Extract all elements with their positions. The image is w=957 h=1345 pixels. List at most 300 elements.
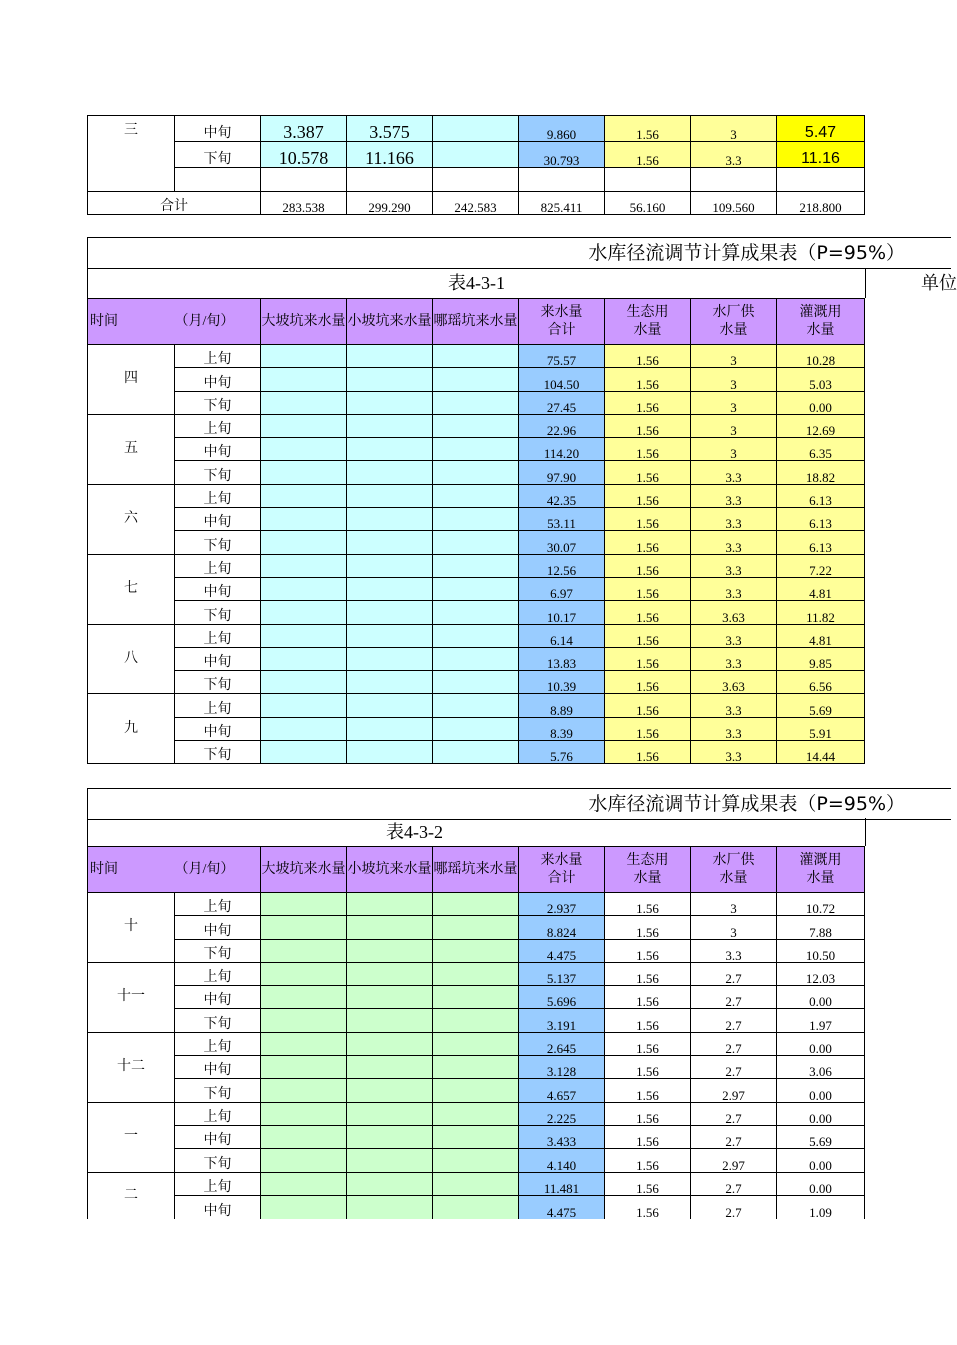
nayao-cell <box>433 741 519 764</box>
plant-cell: 3.3 <box>691 508 777 531</box>
dapo-cell <box>261 1172 347 1195</box>
xiaopo-cell <box>347 741 433 764</box>
xun-cell: 中旬 <box>175 916 261 939</box>
total-cell: 4.140 <box>519 1149 605 1172</box>
dapo-cell <box>261 1079 347 1102</box>
nayao-cell <box>433 461 519 484</box>
xiaopo-cell <box>347 368 433 391</box>
dapo-cell <box>261 414 347 437</box>
plant-cell: 3.3 <box>691 142 777 168</box>
dapo-cell <box>261 1102 347 1125</box>
header-time: 时间 <box>88 847 175 893</box>
nayao-cell <box>433 939 519 962</box>
dapo-cell <box>261 1125 347 1148</box>
eco-cell: 1.56 <box>605 939 691 962</box>
total-cell: 5.696 <box>519 986 605 1009</box>
eco-cell: 1.56 <box>605 1195 691 1218</box>
eco-cell: 1.56 <box>605 368 691 391</box>
total-cell: 97.90 <box>519 461 605 484</box>
xiaopo-cell <box>347 986 433 1009</box>
plant-cell: 2.97 <box>691 1079 777 1102</box>
total-cell: 9.860 <box>519 116 605 142</box>
plant-cell: 3 <box>691 414 777 437</box>
total-cell: 8.89 <box>519 694 605 717</box>
table-row <box>88 345 865 368</box>
xun-cell: 中旬 <box>175 577 261 600</box>
table-row <box>88 624 865 647</box>
month-cell: 三 <box>88 116 175 192</box>
header-time: 时间 <box>88 299 175 345</box>
xiaopo-cell <box>347 1056 433 1079</box>
nayao-cell <box>433 554 519 577</box>
total-cell: 30.07 <box>519 531 605 554</box>
total-cell: 3.433 <box>519 1125 605 1148</box>
plant-cell: 3.3 <box>691 484 777 507</box>
table-row <box>88 939 865 962</box>
table-row-empty <box>88 168 865 192</box>
dapo-cell <box>261 484 347 507</box>
xun-cell: 上旬 <box>175 962 261 985</box>
table-row <box>88 1102 865 1125</box>
xiaopo-cell <box>347 671 433 694</box>
header-month-xun: （月/旬） <box>175 299 261 345</box>
irr-cell: 11.82 <box>777 601 865 624</box>
plant-cell: 2.7 <box>691 1102 777 1125</box>
dapo-cell <box>261 962 347 985</box>
total-cell: 22.96 <box>519 414 605 437</box>
header-xiaopo: 小坡坑来水量 <box>347 299 433 345</box>
unit-label: 单位 <box>921 273 957 293</box>
irr-cell: 0.00 <box>777 1172 865 1195</box>
dapo-cell <box>261 916 347 939</box>
irr-cell: 0.00 <box>777 1032 865 1055</box>
table-row <box>88 1079 865 1102</box>
nayao-cell <box>433 1079 519 1102</box>
irr-cell: 5.03 <box>777 368 865 391</box>
xiaopo-cell <box>347 414 433 437</box>
nayao-cell <box>433 962 519 985</box>
plant-cell: 3 <box>691 368 777 391</box>
irr-cell: 5.91 <box>777 717 865 740</box>
total-cell: 11.481 <box>519 1172 605 1195</box>
plant-cell: 2.7 <box>691 986 777 1009</box>
table-row <box>88 741 865 764</box>
dapo-cell <box>261 1149 347 1172</box>
dapo-cell <box>261 986 347 1009</box>
table-row <box>88 962 865 985</box>
total-cell: 6.14 <box>519 624 605 647</box>
xun-cell: 下旬 <box>175 391 261 414</box>
total-cell: 5.76 <box>519 741 605 764</box>
table-row <box>88 647 865 670</box>
header-dapo: 大坡坑来水量 <box>261 299 347 345</box>
eco-cell: 1.56 <box>605 1172 691 1195</box>
eco-cell: 1.56 <box>605 414 691 437</box>
total-cell: 4.475 <box>519 1195 605 1218</box>
table-row <box>88 1195 865 1218</box>
nayao-cell <box>433 1056 519 1079</box>
month-cell: 八 <box>88 624 175 694</box>
plant-cell: 3.3 <box>691 554 777 577</box>
total-cell: 75.57 <box>519 345 605 368</box>
eco-cell: 1.56 <box>605 345 691 368</box>
xiaopo-cell <box>347 438 433 461</box>
nayao-cell <box>433 1032 519 1055</box>
eco-cell: 1.56 <box>605 962 691 985</box>
xiaopo-cell <box>347 717 433 740</box>
total-cell: 53.11 <box>519 508 605 531</box>
eco-cell: 1.56 <box>605 1149 691 1172</box>
month-cell: 六 <box>88 484 175 554</box>
total-cell: 114.20 <box>519 438 605 461</box>
xiaopo-cell <box>347 1195 433 1218</box>
xiaopo-cell <box>347 962 433 985</box>
nayao-cell <box>433 345 519 368</box>
irr-cell: 0.00 <box>777 1102 865 1125</box>
xiaopo-cell <box>347 916 433 939</box>
header-eco: 生态用 水量 <box>605 847 691 893</box>
dapo-cell <box>261 438 347 461</box>
eco-cell: 1.56 <box>605 1032 691 1055</box>
table-row <box>88 1172 865 1195</box>
total-cell: 3.128 <box>519 1056 605 1079</box>
irr-cell: 10.72 <box>777 893 865 916</box>
table-row <box>88 1009 865 1032</box>
irr-cell: 6.13 <box>777 508 865 531</box>
total-cell: 8.824 <box>519 916 605 939</box>
xiaopo-cell <box>347 508 433 531</box>
table2-title: 水库径流调节计算成果表（P=95%） <box>588 793 905 815</box>
plant-cell: 3 <box>691 893 777 916</box>
header-irr: 灌溉用 水量 <box>777 299 865 345</box>
eco-cell: 1.56 <box>605 1009 691 1032</box>
xun-cell: 下旬 <box>175 142 261 168</box>
table-row <box>88 1125 865 1148</box>
table-row <box>88 142 865 168</box>
plant-cell: 2.7 <box>691 962 777 985</box>
total-cell: 6.97 <box>519 577 605 600</box>
xiaopo-cell <box>347 1009 433 1032</box>
plant-cell: 3.3 <box>691 647 777 670</box>
nayao-cell <box>433 986 519 1009</box>
nayao-cell <box>433 577 519 600</box>
xun-cell: 上旬 <box>175 1172 261 1195</box>
dapo-cell <box>261 893 347 916</box>
dapo-cell <box>261 531 347 554</box>
eco-cell: 1.56 <box>605 1079 691 1102</box>
irr-cell: 0.00 <box>777 1079 865 1102</box>
dapo-cell <box>261 345 347 368</box>
total-cell: 3.191 <box>519 1009 605 1032</box>
irr-cell: 0.00 <box>777 1149 865 1172</box>
eco-cell: 1.56 <box>605 391 691 414</box>
sum-row <box>88 192 865 215</box>
irr-cell: 11.16 <box>777 142 865 168</box>
table-row <box>88 484 865 507</box>
xiaopo-cell <box>347 1149 433 1172</box>
eco-cell: 1.56 <box>605 601 691 624</box>
table1-number: 表4-3-1 <box>448 273 505 293</box>
xun-cell: 下旬 <box>175 461 261 484</box>
xiaopo-cell <box>347 461 433 484</box>
table-row <box>88 1056 865 1079</box>
sum-total: 825.411 <box>519 192 605 215</box>
irr-cell: 6.13 <box>777 531 865 554</box>
xiaopo-cell <box>347 1102 433 1125</box>
eco-cell: 1.56 <box>605 438 691 461</box>
xiaopo-cell <box>347 1079 433 1102</box>
table-row <box>88 601 865 624</box>
top-fragment-table <box>87 115 865 215</box>
plant-cell: 3.3 <box>691 531 777 554</box>
sum-label: 合计 <box>88 192 261 215</box>
total-cell: 10.17 <box>519 601 605 624</box>
table-row <box>88 531 865 554</box>
eco-cell: 1.56 <box>605 531 691 554</box>
nayao-cell <box>433 142 519 168</box>
total-cell: 104.50 <box>519 368 605 391</box>
total-cell: 2.225 <box>519 1102 605 1125</box>
nayao-cell <box>433 508 519 531</box>
sum-dapo: 283.538 <box>261 192 347 215</box>
plant-cell: 3.3 <box>691 939 777 962</box>
eco-cell: 1.56 <box>605 717 691 740</box>
month-cell: 五 <box>88 414 175 484</box>
irr-cell: 6.13 <box>777 484 865 507</box>
table-row <box>88 368 865 391</box>
dapo-cell <box>261 1032 347 1055</box>
xiaopo-cell <box>347 484 433 507</box>
xun-cell: 上旬 <box>175 624 261 647</box>
eco-cell: 1.56 <box>605 916 691 939</box>
dapo-cell <box>261 694 347 717</box>
table-row <box>88 508 865 531</box>
xun-cell: 中旬 <box>175 116 261 142</box>
eco-cell: 1.56 <box>605 508 691 531</box>
table-row <box>88 438 865 461</box>
xun-cell: 下旬 <box>175 1009 261 1032</box>
header-row <box>88 299 865 345</box>
sum-nayao: 242.583 <box>433 192 519 215</box>
xiaopo-cell <box>347 554 433 577</box>
nayao-cell <box>433 1172 519 1195</box>
xiaopo-cell <box>347 939 433 962</box>
table2-sub-row <box>87 818 866 846</box>
xiaopo-cell <box>347 624 433 647</box>
plant-cell: 2.7 <box>691 1195 777 1218</box>
plant-cell: 3.3 <box>691 717 777 740</box>
sum-eco: 56.160 <box>605 192 691 215</box>
dapo-cell <box>261 1195 347 1218</box>
nayao-cell <box>433 438 519 461</box>
month-cell: 十二 <box>88 1032 175 1102</box>
plant-cell: 3.3 <box>691 624 777 647</box>
dapo-cell <box>261 461 347 484</box>
plant-cell: 3 <box>691 916 777 939</box>
nayao-cell <box>433 484 519 507</box>
xiaopo-cell <box>347 601 433 624</box>
xun-cell: 下旬 <box>175 1149 261 1172</box>
xun-cell: 上旬 <box>175 1102 261 1125</box>
plant-cell: 3.3 <box>691 741 777 764</box>
table2-number: 表4-3-2 <box>386 822 443 842</box>
nayao-cell <box>433 116 519 142</box>
sum-irr: 218.800 <box>777 192 865 215</box>
xun-cell: 中旬 <box>175 508 261 531</box>
eco-cell: 1.56 <box>605 484 691 507</box>
plant-cell: 3.3 <box>691 577 777 600</box>
month-cell: 十一 <box>88 962 175 1032</box>
plant-cell: 3.3 <box>691 694 777 717</box>
total-cell: 10.39 <box>519 671 605 694</box>
header-nayao: 哪瑶坑来水量 <box>433 299 519 345</box>
xun-cell: 上旬 <box>175 893 261 916</box>
month-cell: 七 <box>88 554 175 624</box>
irr-cell: 12.69 <box>777 414 865 437</box>
dapo-cell <box>261 391 347 414</box>
total-cell: 27.45 <box>519 391 605 414</box>
dapo-cell <box>261 671 347 694</box>
table-row <box>88 577 865 600</box>
plant-cell: 2.7 <box>691 1172 777 1195</box>
irr-cell: 14.44 <box>777 741 865 764</box>
plant-cell: 3.3 <box>691 461 777 484</box>
xiaopo-cell <box>347 577 433 600</box>
xun-cell: 上旬 <box>175 554 261 577</box>
nayao-cell <box>433 1009 519 1032</box>
eco-cell: 1.56 <box>605 893 691 916</box>
plant-cell: 3 <box>691 391 777 414</box>
xun-cell: 下旬 <box>175 1079 261 1102</box>
table-row <box>88 893 865 916</box>
xun-cell: 中旬 <box>175 1056 261 1079</box>
dapo-cell <box>261 1056 347 1079</box>
dapo-cell <box>261 554 347 577</box>
irr-cell: 3.06 <box>777 1056 865 1079</box>
nayao-cell <box>433 1149 519 1172</box>
irr-cell: 1.97 <box>777 1009 865 1032</box>
table-row <box>88 1149 865 1172</box>
month-cell: 一 <box>88 1102 175 1172</box>
plant-cell: 3.63 <box>691 671 777 694</box>
xiaopo-cell: 3.575 <box>347 116 433 142</box>
xun-cell: 上旬 <box>175 345 261 368</box>
month-cell: 二 <box>88 1172 175 1219</box>
plant-cell: 3 <box>691 438 777 461</box>
dapo-cell: 10.578 <box>261 142 347 168</box>
table1 <box>87 298 865 764</box>
plant-cell: 3.63 <box>691 601 777 624</box>
total-cell: 4.475 <box>519 939 605 962</box>
xun-cell: 上旬 <box>175 414 261 437</box>
table-row <box>88 1032 865 1055</box>
nayao-cell <box>433 916 519 939</box>
nayao-cell <box>433 1125 519 1148</box>
nayao-cell <box>433 694 519 717</box>
nayao-cell <box>433 624 519 647</box>
irr-cell: 6.35 <box>777 438 865 461</box>
total-cell: 13.83 <box>519 647 605 670</box>
xun-cell: 中旬 <box>175 1195 261 1218</box>
nayao-cell <box>433 368 519 391</box>
header-dapo: 大坡坑来水量 <box>261 847 347 893</box>
sum-plant: 109.560 <box>691 192 777 215</box>
irr-cell: 5.47 <box>777 116 865 142</box>
irr-cell: 5.69 <box>777 694 865 717</box>
eco-cell: 1.56 <box>605 1056 691 1079</box>
xun-cell: 下旬 <box>175 601 261 624</box>
eco-cell: 1.56 <box>605 671 691 694</box>
total-cell: 12.56 <box>519 554 605 577</box>
eco-cell: 1.56 <box>605 647 691 670</box>
eco-cell: 1.56 <box>605 986 691 1009</box>
eco-cell: 1.56 <box>605 116 691 142</box>
irr-cell: 7.88 <box>777 916 865 939</box>
nayao-cell <box>433 671 519 694</box>
xun-cell: 中旬 <box>175 986 261 1009</box>
xiaopo-cell <box>347 893 433 916</box>
nayao-cell <box>433 391 519 414</box>
header-nayao: 哪瑶坑来水量 <box>433 847 519 893</box>
total-cell: 30.793 <box>519 142 605 168</box>
month-cell: 四 <box>88 345 175 415</box>
table-row <box>88 986 865 1009</box>
xiaopo-cell <box>347 694 433 717</box>
xun-cell: 中旬 <box>175 717 261 740</box>
table-row <box>88 116 865 142</box>
header-plant: 水厂供 水量 <box>691 847 777 893</box>
table-row <box>88 391 865 414</box>
dapo-cell <box>261 647 347 670</box>
irr-cell: 10.50 <box>777 939 865 962</box>
dapo-cell <box>261 577 347 600</box>
plant-cell: 2.7 <box>691 1009 777 1032</box>
xun-cell: 中旬 <box>175 368 261 391</box>
total-cell: 5.137 <box>519 962 605 985</box>
table-row <box>88 554 865 577</box>
eco-cell: 1.56 <box>605 461 691 484</box>
xiaopo-cell <box>347 345 433 368</box>
table-row <box>88 694 865 717</box>
plant-cell: 2.7 <box>691 1125 777 1148</box>
nayao-cell <box>433 601 519 624</box>
nayao-cell <box>433 414 519 437</box>
total-cell: 4.657 <box>519 1079 605 1102</box>
nayao-cell <box>433 893 519 916</box>
xun-cell: 中旬 <box>175 647 261 670</box>
eco-cell: 1.56 <box>605 694 691 717</box>
eco-cell: 1.56 <box>605 142 691 168</box>
table1-title-row <box>87 237 951 269</box>
header-plant: 水厂供 水量 <box>691 299 777 345</box>
dapo-cell <box>261 741 347 764</box>
total-cell: 2.937 <box>519 893 605 916</box>
plant-cell: 3 <box>691 345 777 368</box>
irr-cell: 1.09 <box>777 1195 865 1218</box>
xun-cell: 上旬 <box>175 1032 261 1055</box>
xiaopo-cell <box>347 647 433 670</box>
table1-title: 水库径流调节计算成果表（P=95%） <box>588 242 905 264</box>
xiaopo-cell <box>347 391 433 414</box>
xun-cell: 上旬 <box>175 694 261 717</box>
dapo-cell <box>261 1009 347 1032</box>
total-cell: 8.39 <box>519 717 605 740</box>
irr-cell: 5.69 <box>777 1125 865 1148</box>
irr-cell: 9.85 <box>777 647 865 670</box>
table-row <box>88 461 865 484</box>
header-month-xun: （月/旬） <box>175 847 261 893</box>
dapo-cell: 3.387 <box>261 116 347 142</box>
